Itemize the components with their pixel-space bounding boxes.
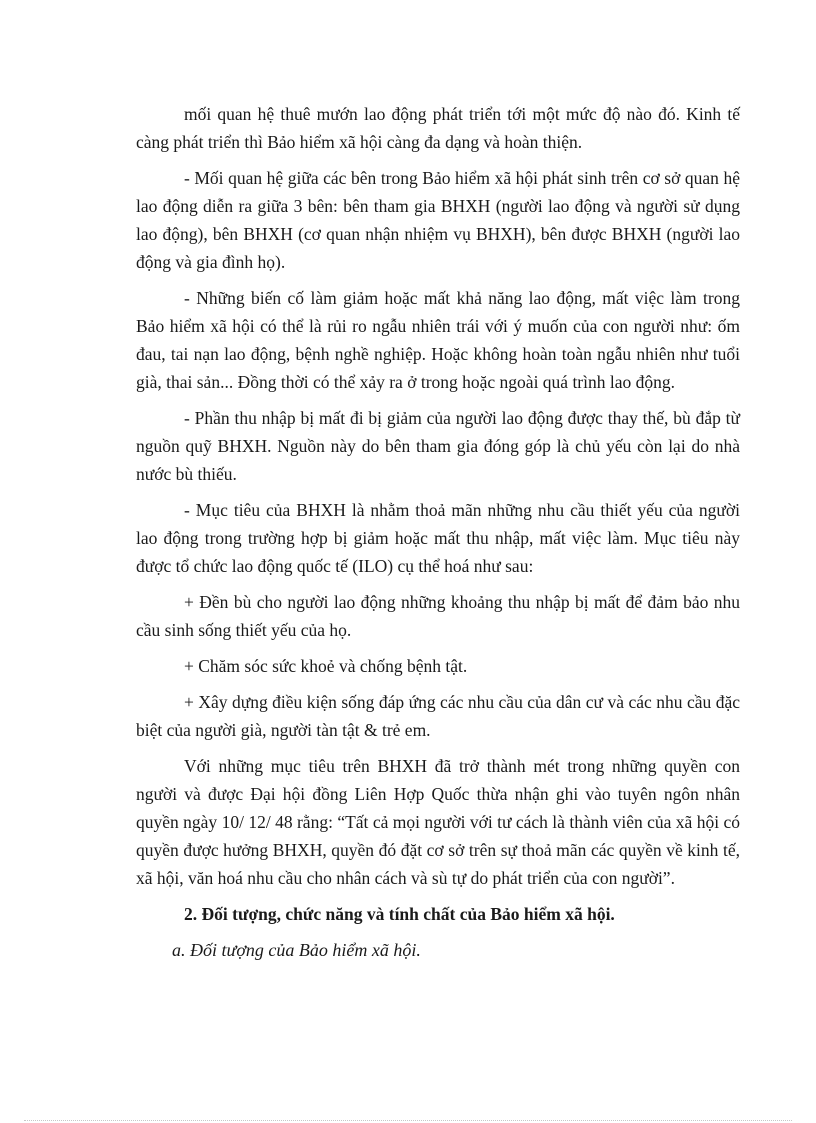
paragraph-9: Với những mục tiêu trên BHXH đã trở thành mét trong những quyền con người và được Đại hội đồng Liên Hợp Quốc thừa nhận ghi vào tuyên ngôn nhân quyền ngày 10/ 12/ 48 rằng: “Tất cả mọi người với tư cách là thành viên của xã hội có quyền được hưởng BHXH, quyền đó đặt cơ sở trên sự thoả mãn các quyền về kinh tế, xã hội, văn hoá nhu cầu cho nhân cách và sù tự do phát triển của con người”.: [136, 756, 740, 888]
paragraph-5: - Mục tiêu của BHXH là nhằm thoả mãn những nhu cầu thiết yếu của người lao động trong trường hợp bị giảm hoặc mất thu nhập, mất việc làm. Mục tiêu này được tổ chức lao động quốc tế (ILO) cụ thể hoá như sau:: [136, 500, 740, 576]
paragraph-2: - Mối quan hệ giữa các bên trong Bảo hiểm xã hội phát sinh trên cơ sở quan hệ lao động diễn ra giữa 3 bên: bên tham gia BHXH (người lao động và người sử dụng lao động), bên BHXH (cơ quan nhận nhiệm vụ BHXH), bên được BHXH (người lao động và gia đình họ).: [136, 168, 740, 272]
section-heading: 2. Đối tượng, chức năng và tính chất của Bảo hiểm xã hội.: [184, 904, 615, 924]
section-subheading: a. Đối tượng của Bảo hiểm xã hội.: [172, 940, 421, 960]
paragraph-8: + Xây dựng điều kiện sống đáp ứng các nhu cầu của dân cư và các nhu cầu đặc biệt của người già, người tàn tật & trẻ em.: [136, 692, 740, 740]
document-page: [136, 100, 740, 964]
paragraph-1: mối quan hệ thuê mướn lao động phát triển tới một mức độ nào đó. Kinh tế càng phát triển thì Bảo hiểm xã hội càng đa dạng và hoàn thiện.: [136, 104, 740, 152]
paragraph-3: - Những biến cố làm giảm hoặc mất khả năng lao động, mất việc làm trong Bảo hiểm xã hội có thể là rủi ro ngẫu nhiên trái với ý muốn của con người như: ốm đau, tai nạn lao động, bệnh nghề nghiệp. Hoặc không hoàn toàn ngẫu nhiên như tuổi già, thai sản... Đồng thời có thể xảy ra ở trong hoặc ngoài quá trình lao động.: [136, 288, 740, 392]
paragraph-7: + Chăm sóc sức khoẻ và chống bệnh tật.: [184, 656, 468, 676]
page-bottom-divider: [24, 1120, 792, 1121]
paragraph-4: - Phần thu nhập bị mất đi bị giảm của người lao động được thay thế, bù đắp từ nguồn quỹ BHXH. Nguồn này do bên tham gia đóng góp là chủ yếu còn lại do nhà nước bù thiếu.: [136, 408, 740, 484]
paragraph-6: + Đền bù cho người lao động những khoảng thu nhập bị mất để đảm bảo nhu cầu sinh sống thiết yếu của họ.: [136, 592, 740, 640]
